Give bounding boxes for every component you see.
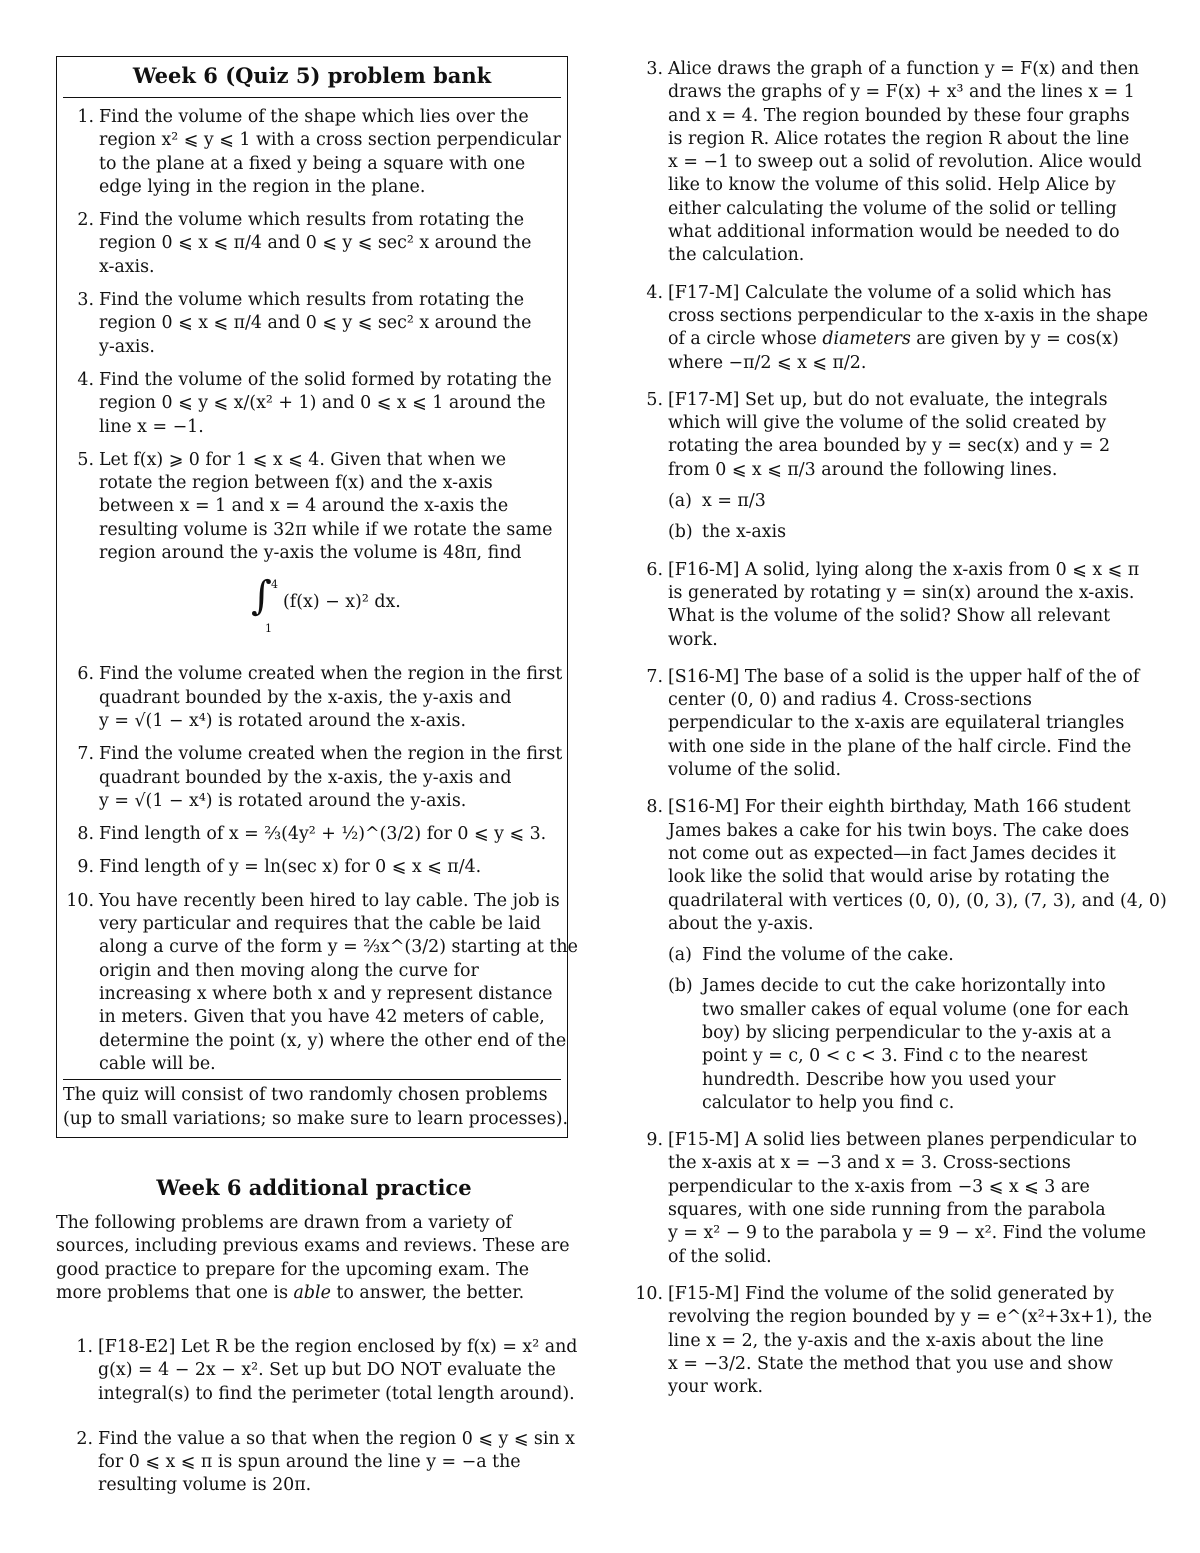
problem-number: 7. <box>77 744 94 765</box>
problem-line: Find length of y = ln(sec x) for 0 ⩽ x ⩽ π/4. <box>99 857 482 878</box>
problem-item <box>57 449 563 653</box>
problem-line: line x = 2, the y-axis and the x-axis about the line <box>668 1330 1104 1351</box>
problem-line: along a curve of the form y = ⅔x^(3/2) starting at the <box>99 937 578 958</box>
subproblem-label: (b) <box>668 522 693 543</box>
problem-item <box>57 369 563 439</box>
problem-line <box>668 328 1152 351</box>
problem-emphasis: diameters <box>822 329 911 350</box>
problem-line: You have recently been hired to lay cable. The job is <box>99 890 560 911</box>
problem-line: region 0 ⩽ x ⩽ π/4 and 0 ⩽ y ⩽ sec² x around the <box>99 233 532 254</box>
problem-body <box>98 1428 575 1498</box>
problem-item <box>632 559 1152 652</box>
footer-line: The quiz will consist of two randomly chosen problems <box>63 1085 548 1106</box>
problem-line: What is the volume of the solid? Show all relevant <box>668 606 1111 627</box>
additional-practice-title: Week 6 additional practice <box>156 1175 472 1200</box>
problem-line: cross sections perpendicular to the x-axis in the shape <box>668 305 1149 326</box>
problem-body <box>668 559 1152 652</box>
problem-item <box>632 1129 1152 1269</box>
problem-line: of the solid. <box>668 1246 772 1267</box>
problem-line: [F17-M] Calculate the volume of a solid which has <box>668 282 1112 303</box>
problem-body <box>99 449 563 653</box>
problem-line: x-axis. <box>99 256 155 277</box>
problem-line: Let f(x) ⩾ 0 for 1 ⩽ x ⩽ 4. Given that when we <box>99 449 507 470</box>
problem-line: squares, with one side running from the parabola <box>668 1200 1106 1221</box>
problem-line: Find the volume which results from rotating the <box>99 210 524 231</box>
problem-line: region 0 ⩽ y ⩽ x/(x² + 1) and 0 ⩽ x ⩽ 1 around the <box>99 393 546 414</box>
problem-line: center (0, 0) and radius 4. Cross-sections <box>668 690 1032 711</box>
problem-number: 10. <box>66 890 94 911</box>
problem-line: [S16-M] For their eighth birthday, Math 166 student <box>668 797 1131 818</box>
problem-line: g(x) = 4 − 2x − x². Set up but DO NOT evaluate the <box>98 1360 556 1381</box>
subproblem <box>668 975 1167 1115</box>
subproblem-line: calculator to help you find c. <box>702 1092 955 1113</box>
problem-line: cable will be. <box>99 1053 216 1074</box>
problem-line: y = x² − 9 to the parabola y = 9 − x². Find the volume <box>668 1223 1147 1244</box>
problem-body <box>99 106 563 199</box>
problem-line: look like the solid that would arise by rotating the <box>668 867 1110 888</box>
problem-body <box>99 856 563 879</box>
problem-line: for 0 ⩽ x ⩽ π is spun around the line y = −a the <box>98 1452 521 1473</box>
problem-number: 6. <box>646 559 663 580</box>
problem-body <box>668 666 1152 782</box>
problem-line: line x = −1. <box>99 416 204 437</box>
problem-line: either calculating the volume of the solid or telling <box>668 198 1117 219</box>
problem-item <box>632 1283 1152 1399</box>
problem-line: region 0 ⩽ x ⩽ π/4 and 0 ⩽ y ⩽ sec² x around the <box>99 313 532 334</box>
problem-line: [F16-M] A solid, lying along the x-axis from 0 ⩽ x ⩽ π <box>668 559 1140 580</box>
problem-item <box>632 58 1152 268</box>
problem-line: quadrant bounded by the x-axis, the y-axis and <box>99 687 512 708</box>
problem-line: work. <box>668 629 718 650</box>
subproblem-line: hundredth. Describe how you used your <box>702 1069 1056 1090</box>
intro-text: to answer, the better. <box>330 1282 525 1303</box>
subproblem-label: (a) <box>668 491 692 512</box>
problem-number: 6. <box>77 664 94 685</box>
problem-line: James bakes a cake for his twin boys. The cake does <box>668 820 1130 841</box>
subproblem <box>668 521 1152 544</box>
problem-body <box>668 796 1167 1115</box>
integral-sign: ∫ <box>251 573 272 620</box>
problem-body <box>668 1129 1152 1269</box>
intro-line-last <box>56 1282 572 1305</box>
intro-line: good practice to prepare for the upcoming exam. The <box>56 1259 530 1280</box>
problem-line: resulting volume is 32π while if we rotate the same <box>99 519 553 540</box>
problem-line: y = √(1 − x⁴) is rotated around the y-axis. <box>99 790 467 811</box>
problem-line: y = √(1 − x⁴) is rotated around the x-axis. <box>99 710 466 731</box>
problem-item <box>57 856 563 879</box>
problem-line: the x-axis at x = −3 and x = 3. Cross-sections <box>668 1153 1071 1174</box>
problem-body <box>668 58 1152 268</box>
problem-line: region around the y-axis the volume is 48π, find <box>99 543 522 564</box>
problem-body <box>668 389 1152 545</box>
additional-intro <box>56 1212 572 1305</box>
subproblem-line: James decide to cut the cake horizontally into <box>702 976 1106 997</box>
problem-line: Find the volume of the solid formed by rotating the <box>99 369 552 390</box>
problem-line: Find the value a so that when the region 0 ⩽ y ⩽ sin x <box>98 1428 575 1449</box>
problem-line: in meters. Given that you have 42 meters of cable, <box>99 1007 545 1028</box>
subproblem-body <box>702 975 1129 1115</box>
problem-body <box>99 663 563 733</box>
problem-body <box>668 282 1152 375</box>
problem-body <box>99 743 563 813</box>
problem-number: 8. <box>77 824 94 845</box>
problem-number: 4. <box>77 369 94 390</box>
problem-line: determine the point (x, y) where the other end of the <box>99 1030 567 1051</box>
problem-line: Alice draws the graph of a function y = F(x) and then <box>668 59 1140 79</box>
problem-line: your work. <box>668 1377 764 1398</box>
subproblem-label: (a) <box>668 945 692 966</box>
problem-item <box>57 289 563 359</box>
problem-line: which will give the volume of the solid created by <box>668 413 1107 434</box>
quiz-problem-list <box>57 98 578 1076</box>
problem-line: rotating the area bounded by y = sec(x) and y = 2 <box>668 436 1111 457</box>
problem-text: of a circle whose <box>668 329 823 350</box>
problem-item <box>632 796 1167 1115</box>
problem-line: Find the volume created when the region in the first <box>99 744 563 765</box>
problem-line: and x = 4. The region bounded by these four graphs <box>668 105 1130 126</box>
problem-line: very particular and requires that the cable be laid <box>99 914 541 935</box>
problem-line: revolving the region bounded by y = e^(x²+3x+1), the <box>668 1307 1153 1328</box>
problem-line: to the plane at a fixed y being a square with one <box>99 153 526 174</box>
problem-item <box>632 389 1152 545</box>
problem-line: is generated by rotating y = sin(x) around the x-axis. <box>668 582 1135 603</box>
subproblem <box>668 490 1152 513</box>
problem-line: the calculation. <box>668 245 805 266</box>
problem-line: Find the volume which results from rotating the <box>99 290 524 311</box>
problem-line: [F17-M] Set up, but do not evaluate, the integrals <box>668 389 1108 410</box>
problem-line: not come out as expected—in fact James decides it <box>668 843 1116 864</box>
problem-item <box>57 106 563 199</box>
integral-expression <box>99 573 563 647</box>
problem-line: perpendicular to the x-axis are equilateral triangles <box>668 713 1125 734</box>
problem-text: are given by y = cos(x) <box>910 329 1119 350</box>
intro-text: more problems that one is <box>56 1282 294 1303</box>
problem-line: from 0 ⩽ x ⩽ π/3 around the following lines. <box>668 459 1058 480</box>
problem-line: what additional information would be needed to do <box>668 222 1120 243</box>
problem-item <box>57 823 563 846</box>
problem-body <box>99 823 563 846</box>
subproblem-body <box>702 944 954 967</box>
problem-line: where −π/2 ⩽ x ⩽ π/2. <box>668 352 867 373</box>
problem-number: 5. <box>646 389 663 410</box>
problem-line: draws the graphs of y = F(x) + x³ and the lines x = 1 <box>668 82 1135 103</box>
problem-line: resulting volume is 20π. <box>98 1475 312 1496</box>
problem-line: rotate the region between f(x) and the x-axis <box>99 473 493 494</box>
integral-lower-limit: 1 <box>265 622 272 636</box>
subproblem-body <box>702 490 766 513</box>
problem-number: 9. <box>646 1130 663 1151</box>
subproblem-line: the x-axis <box>702 522 787 543</box>
intro-line: sources, including previous exams and reviews. These are <box>56 1236 570 1257</box>
problem-item <box>632 282 1152 375</box>
problem-item <box>57 663 563 733</box>
problem-line: increasing x where both x and y represent distance <box>99 983 553 1004</box>
problem-number: 8. <box>646 797 663 818</box>
problem-item <box>632 666 1152 782</box>
subproblem-line: point y = c, 0 < c < 3. Find c to the nearest <box>702 1046 1088 1067</box>
problem-line: quadrilateral with vertices (0, 0), (0, 3), (7, 3), and (4, 0) <box>668 890 1167 911</box>
problem-line: perpendicular to the x-axis from −3 ⩽ x ⩽ 3 are <box>668 1176 1090 1197</box>
intro-emphasis: able <box>293 1282 331 1303</box>
subproblem <box>668 944 1167 967</box>
problem-line: Find the volume created when the region in the first <box>99 664 563 685</box>
subproblem-line: two smaller cakes of equal volume (one for each <box>702 999 1129 1020</box>
problem-line: region x² ⩽ y ⩽ 1 with a cross section perpendicular <box>99 130 561 151</box>
problem-line: origin and then moving along the curve for <box>99 960 479 981</box>
practice-problem-list-continued <box>632 58 1167 1413</box>
problem-line: about the y-axis. <box>668 913 814 934</box>
integrand: (f(x) − x)² dx. <box>283 592 401 613</box>
quiz-bank-title: Week 6 (Quiz 5) problem bank <box>63 57 561 98</box>
problem-number: 2. <box>77 210 94 231</box>
problem-line: [F15-M] Find the volume of the solid generated by <box>668 1283 1114 1304</box>
problem-line: quadrant bounded by the x-axis, the y-axis and <box>99 767 512 788</box>
integral-upper-limit: 4 <box>271 578 278 592</box>
problem-item <box>56 1336 578 1406</box>
problem-line: Find the volume of the shape which lies over the <box>99 107 529 127</box>
problem-item <box>57 743 563 813</box>
footer-line: (up to small variations; so make sure to learn processes). <box>63 1108 569 1129</box>
problem-number: 10. <box>635 1283 663 1304</box>
problem-line: [F18-E2] Let R be the region enclosed by f(x) = x² and <box>98 1337 578 1357</box>
problem-item <box>57 890 578 1076</box>
problem-line: x = −1 to sweep out a solid of revolution. Alice would <box>668 152 1142 173</box>
problem-number: 4. <box>646 282 663 303</box>
problem-line: like to know the volume of this solid. Help Alice by <box>668 175 1116 196</box>
subproblem-line: Find the volume of the cake. <box>702 945 954 966</box>
problem-line: volume of the solid. <box>668 760 841 781</box>
problem-number: 1. <box>76 1337 93 1357</box>
subproblem-line: boy) by slicing perpendicular to the y-axis at a <box>702 1022 1112 1043</box>
problem-line: Find length of x = ⅔(4y² + ½)^(3/2) for 0 ⩽ y ⩽ 3. <box>99 824 547 845</box>
problem-number: 9. <box>77 857 94 878</box>
intro-line: The following problems are drawn from a variety of <box>56 1213 512 1233</box>
problem-number: 5. <box>77 449 94 470</box>
problem-body <box>99 209 563 279</box>
problem-line: y-axis. <box>99 336 155 357</box>
problem-line: with one side in the plane of the half circle. Find the <box>668 736 1132 757</box>
problem-body <box>668 1283 1152 1399</box>
problem-number: 2. <box>76 1428 93 1449</box>
problem-line: edge lying in the region in the plane. <box>99 176 426 197</box>
subproblem-line: x = π/3 <box>702 491 766 512</box>
subproblem-body <box>702 521 786 544</box>
problem-number: 3. <box>646 59 663 79</box>
problem-line: [S16-M] The base of a solid is the upper half of the of <box>668 666 1140 687</box>
subproblem-label: (b) <box>668 976 693 997</box>
problem-item <box>56 1428 575 1498</box>
quiz-problem-bank-box <box>56 56 578 1138</box>
problem-item <box>57 209 563 279</box>
problem-body <box>99 289 563 359</box>
problem-line: [F15-M] A solid lies between planes perpendicular to <box>668 1130 1137 1151</box>
problem-number: 3. <box>77 290 94 311</box>
problem-body <box>99 890 578 1076</box>
problem-line: integral(s) to find the perimeter (total length around). <box>98 1383 575 1404</box>
quiz-footer-note <box>63 1079 569 1131</box>
problem-line: between x = 1 and x = 4 around the x-axis the <box>99 496 509 517</box>
problem-line: x = −3/2. State the method that you use and show <box>668 1353 1113 1374</box>
problem-body <box>98 1336 577 1406</box>
problem-body <box>99 369 563 439</box>
practice-problem-list <box>56 1336 578 1520</box>
problem-number: 1. <box>77 107 94 127</box>
problem-number: 7. <box>646 666 663 687</box>
problem-line: is region R. Alice rotates the region R about the line <box>668 128 1130 149</box>
